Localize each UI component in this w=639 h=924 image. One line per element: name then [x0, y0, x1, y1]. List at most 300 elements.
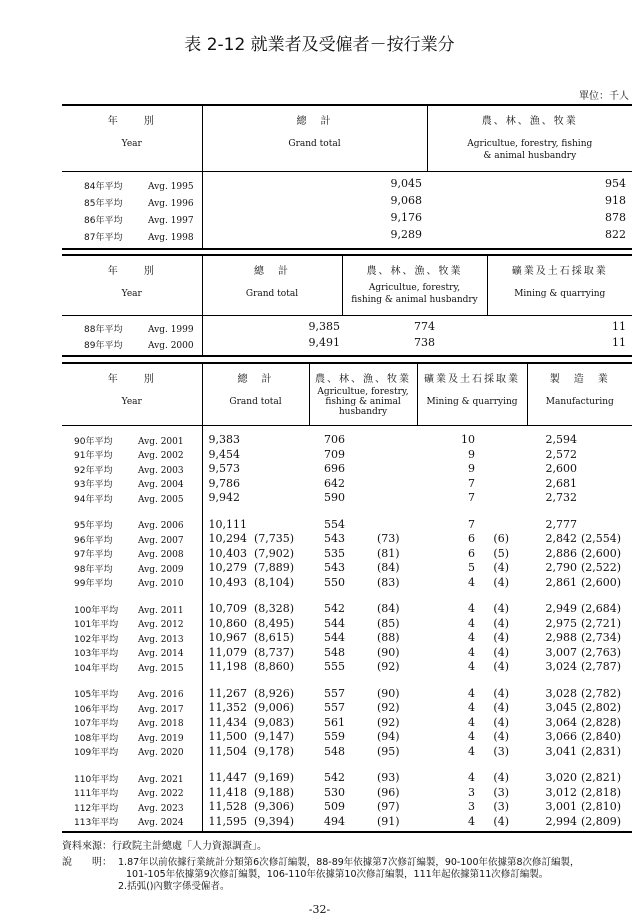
total-cell: 9,289: [390, 228, 422, 241]
total-cell: 10,403: [208, 546, 247, 560]
mining-cell: 11: [612, 336, 626, 349]
year-en: Avg. 1999: [148, 324, 194, 335]
agri-cell: 642: [324, 476, 346, 490]
spacer-cell: [202, 759, 254, 771]
year-cell: [62, 646, 202, 661]
agri-cell: 544: [324, 616, 346, 630]
spacer-row: [62, 506, 632, 518]
mining-paren-cell: (4): [493, 771, 510, 784]
year-en: Avg. 2012: [138, 620, 184, 631]
year-en: Avg. 2024: [138, 818, 184, 829]
agri-cell: 554: [324, 517, 346, 531]
spacer-cell: [377, 829, 417, 832]
year-zh: 110年平均: [74, 774, 119, 785]
year-en: Avg. 2013: [138, 634, 184, 645]
year-zh: 112年平均: [74, 803, 119, 814]
manu-cell: 3,066: [545, 730, 578, 743]
year-cell: [62, 547, 202, 562]
agri-paren-cell: (85): [377, 616, 400, 630]
col-year-header: 年 別 Year: [62, 363, 202, 425]
year-cell: [62, 687, 202, 702]
table-row: [62, 547, 632, 562]
year-cell: [62, 433, 202, 448]
manu-cell: 2,842: [545, 532, 578, 545]
spacer-row: [62, 759, 632, 771]
year-cell: [62, 576, 202, 591]
year-cell: [62, 815, 202, 830]
year-cell: [62, 716, 202, 731]
total-cell: 9,454: [208, 447, 240, 461]
agri-cell: 822: [605, 228, 626, 241]
year-cell: [62, 491, 202, 506]
spacer-row: [62, 675, 632, 687]
agri-paren-cell: (93): [377, 771, 400, 784]
table-row: [62, 646, 632, 661]
mining-paren-cell: [485, 448, 527, 463]
agri-paren-cell: (88): [377, 631, 400, 644]
manu-cell: 2,732: [545, 491, 578, 504]
col-total-header: 總 計 Grand total: [202, 255, 342, 315]
mining-cell: 6: [468, 532, 476, 545]
year-en: Avg. 2001: [138, 436, 184, 447]
total-cell: 10,294: [208, 532, 247, 545]
year-en: Avg. 2002: [138, 451, 184, 462]
total-paren-cell: (9,083): [254, 715, 295, 729]
agri-cell: 509: [324, 800, 346, 813]
table-row: [62, 815, 632, 830]
spacer-cell: [485, 590, 527, 602]
year-en: Avg. 2007: [138, 535, 184, 546]
agri-cell: 954: [605, 177, 626, 190]
year-cell: [62, 771, 202, 786]
mining-cell: 4: [468, 715, 476, 729]
agri-cell: 918: [605, 194, 626, 207]
agri-cell: 590: [324, 491, 346, 504]
mining-cell: 4: [468, 730, 476, 743]
spacer-cell: [254, 590, 309, 602]
total-cell: 11,418: [208, 785, 247, 799]
total-cell: 11,198: [208, 660, 247, 673]
manu-paren-cell: (2,818): [581, 785, 622, 799]
total-cell: 10,709: [208, 602, 247, 615]
agri-cell: 548: [324, 645, 346, 659]
total-paren-cell: (9,306): [254, 800, 295, 813]
mining-cell: 4: [468, 814, 476, 828]
agri-paren-cell: (90): [377, 686, 400, 700]
mining-cell: 4: [468, 631, 476, 644]
year-cell: [62, 617, 202, 632]
spacer-cell: [62, 590, 202, 602]
table-row: [62, 771, 632, 786]
year-cell: [62, 532, 202, 547]
agri-paren-cell: [377, 518, 417, 533]
year-en: Avg. 2003: [138, 465, 184, 476]
spacer-row: [62, 425, 632, 433]
year-zh: 87年平均: [84, 233, 123, 243]
table-row: [62, 576, 632, 591]
year-en: Avg. 1996: [148, 199, 194, 209]
manu-paren-cell: (2,810): [581, 800, 622, 813]
total-paren-cell: (9,169): [254, 771, 295, 784]
total-cell: 9,176: [390, 211, 422, 224]
mining-cell: 4: [468, 645, 476, 659]
total-cell: 11,500: [208, 730, 247, 743]
manu-cell: 2,790: [545, 561, 578, 574]
table-row: [62, 730, 632, 745]
agri-cell: 557: [324, 686, 346, 700]
year-zh: 85年平均: [84, 199, 123, 209]
table-row: [62, 716, 632, 731]
total-paren-cell: [254, 448, 309, 463]
mining-paren-cell: [485, 491, 527, 506]
spacer-cell: [254, 759, 309, 771]
manu-paren-cell: (2,522): [581, 561, 622, 574]
spacer-cell: [485, 506, 527, 518]
agri-cell: 878: [605, 211, 626, 224]
total-cell: 9,573: [208, 462, 240, 475]
year-zh: 109年平均: [74, 748, 119, 759]
year-cell: [62, 701, 202, 716]
agri-paren-cell: (95): [377, 744, 400, 758]
spacer-cell: [581, 425, 632, 433]
year-cell: [62, 462, 202, 477]
year-zh: 86年平均: [84, 216, 123, 226]
col-year-header: 年 別 Year: [62, 105, 202, 171]
manu-cell: 2,949: [545, 602, 578, 615]
year-zh: 105年平均: [74, 690, 119, 701]
spacer-cell: [202, 675, 254, 687]
spacer-cell: [202, 590, 254, 602]
manu-cell: 2,994: [545, 814, 578, 828]
year-zh: 95年平均: [74, 521, 113, 532]
spacer-cell: [202, 506, 254, 518]
spacer-cell: [581, 675, 632, 687]
total-paren-cell: (8,495): [254, 616, 295, 630]
agri-paren-cell: (92): [377, 715, 400, 729]
agri-cell: 530: [324, 785, 346, 799]
mining-paren-cell: (4): [493, 561, 510, 574]
agri-cell: 543: [324, 532, 346, 545]
total-paren-cell: (8,926): [254, 686, 295, 700]
mining-cell: 7: [468, 476, 476, 490]
mining-paren-cell: [485, 477, 527, 492]
total-paren-cell: (8,104): [254, 575, 295, 589]
mining-cell: 7: [468, 517, 476, 531]
total-cell: 10,967: [208, 631, 247, 644]
table-row: [62, 518, 632, 533]
year-en: Avg. 2000: [148, 340, 194, 351]
spacer-cell: [377, 675, 417, 687]
mining-cell: 4: [468, 575, 476, 589]
year-en: Avg. 2004: [138, 480, 184, 491]
table-row: [62, 561, 632, 576]
agri-cell: 543: [324, 561, 346, 574]
year-zh: 91年平均: [74, 451, 113, 462]
mining-paren-cell: (4): [493, 631, 510, 644]
manu-cell: 2,988: [545, 631, 578, 644]
agri-paren-cell: (84): [377, 602, 400, 615]
mining-cell: 9: [468, 447, 476, 461]
year-cell: [62, 660, 202, 675]
mining-cell: 3: [468, 800, 476, 813]
manu-cell: 3,007: [545, 645, 578, 659]
total-paren-cell: (8,860): [254, 660, 295, 673]
year-en: Avg. 2015: [138, 663, 184, 674]
manu-paren-cell: [581, 448, 632, 463]
total-cell: 9,385: [308, 320, 340, 333]
total-cell: 11,447: [208, 771, 247, 784]
total-cell: 11,504: [208, 744, 247, 758]
year-en: Avg. 2021: [138, 774, 184, 785]
spacer-cell: [417, 829, 485, 832]
spacer-row: [62, 829, 632, 832]
spacer-cell: [527, 506, 581, 518]
agri-cell: 555: [324, 660, 346, 673]
year-en: Avg. 2006: [138, 521, 184, 532]
year-en: Avg. 2020: [138, 748, 184, 759]
year-zh: 96年平均: [74, 535, 113, 546]
spacer-cell: [309, 675, 377, 687]
agri-paren-cell: (92): [377, 660, 400, 673]
spacer-cell: [485, 829, 527, 832]
table-row: [62, 211, 632, 228]
year-cell: [62, 518, 202, 533]
mining-cell: 9: [468, 462, 476, 475]
year-zh: 102年平均: [74, 634, 119, 645]
table-row: [62, 631, 632, 646]
spacer-cell: [581, 759, 632, 771]
total-cell: 11,079: [208, 645, 247, 659]
table-row: [62, 433, 632, 448]
manu-paren-cell: [581, 491, 632, 506]
spacer-cell: [485, 759, 527, 771]
spacer-cell: [417, 425, 485, 433]
spacer-cell: [417, 506, 485, 518]
year-cell: [62, 448, 202, 463]
spacer-cell: [254, 829, 309, 832]
mining-cell: 4: [468, 771, 476, 784]
total-paren-cell: (9,188): [254, 785, 295, 799]
year-cell: [62, 211, 202, 228]
manu-cell: 2,572: [545, 447, 578, 461]
year-cell: [62, 730, 202, 745]
manu-paren-cell: [581, 462, 632, 477]
manu-paren-cell: [581, 433, 632, 448]
table-row: [62, 336, 632, 352]
agri-paren-cell: [377, 433, 417, 448]
mining-paren-cell: (6): [493, 532, 510, 545]
total-cell: 9,068: [390, 194, 422, 207]
mining-paren-cell: (4): [493, 616, 510, 630]
agri-cell: 738: [414, 336, 435, 349]
explanation-label: 說 明：: [62, 857, 112, 868]
total-paren-cell: (8,737): [254, 645, 295, 659]
mining-cell: 4: [468, 701, 476, 714]
spacer-cell: [581, 506, 632, 518]
spacer-cell: [527, 590, 581, 602]
explanation-note-1a: 1.87年以前依據行業統計分類第6次修訂編製，88-89年依據第7次修訂編製，90-100年依據第8次修訂編製，: [118, 857, 580, 868]
agri-paren-cell: (81): [377, 546, 400, 560]
year-zh: 84年平均: [84, 182, 123, 192]
year-cell: [62, 177, 202, 194]
agri-paren-cell: (96): [377, 785, 400, 799]
year-zh: 98年平均: [74, 564, 113, 575]
table-row: [62, 177, 632, 194]
total-cell: 11,352: [208, 701, 247, 714]
total-paren-cell: [254, 518, 309, 533]
mining-cell: 7: [468, 491, 476, 504]
mining-paren-cell: (3): [493, 800, 510, 813]
table-row: [62, 228, 632, 245]
manu-paren-cell: (2,763): [581, 645, 622, 659]
spacer-cell: [309, 590, 377, 602]
page-number: -32-: [308, 903, 331, 916]
year-en: Avg. 1995: [148, 182, 194, 192]
spacer-cell: [254, 675, 309, 687]
manu-paren-cell: (2,600): [581, 575, 622, 589]
manu-paren-cell: (2,802): [581, 701, 622, 714]
mining-paren-cell: (4): [493, 602, 510, 615]
agri-cell: 494: [324, 814, 346, 828]
agri-cell: 544: [324, 631, 346, 644]
manu-paren-cell: (2,600): [581, 546, 622, 560]
mining-paren-cell: [485, 433, 527, 448]
year-en: Avg. 2014: [138, 649, 184, 660]
col-total-header: 總 計 Grand total: [202, 105, 427, 171]
year-en: Avg. 2016: [138, 690, 184, 701]
spacer-cell: [377, 759, 417, 771]
agri-cell: 542: [324, 602, 346, 615]
total-cell: 11,528: [208, 800, 247, 813]
mining-cell: 4: [468, 686, 476, 700]
spacer-cell: [581, 590, 632, 602]
year-zh: 92年平均: [74, 465, 113, 476]
agri-paren-cell: [377, 462, 417, 477]
manu-cell: 2,886: [545, 546, 578, 560]
agri-paren-cell: (90): [377, 645, 400, 659]
year-cell: [62, 320, 202, 336]
agri-paren-cell: [377, 477, 417, 492]
mining-paren-cell: (4): [493, 645, 510, 659]
table-row: [62, 660, 632, 675]
year-zh: 111年平均: [74, 789, 119, 800]
spacer-cell: [254, 425, 309, 433]
year-cell: [62, 194, 202, 211]
agri-cell: 550: [324, 575, 346, 589]
manu-paren-cell: (2,721): [581, 616, 622, 630]
year-en: Avg. 2017: [138, 704, 184, 715]
agri-paren-cell: (91): [377, 814, 400, 828]
total-paren-cell: (9,178): [254, 744, 295, 758]
table-1999-2000: [62, 254, 632, 357]
agri-cell: 559: [324, 730, 346, 743]
manu-cell: 2,975: [545, 616, 578, 630]
spacer-cell: [309, 425, 377, 433]
year-zh: 104年平均: [74, 663, 119, 674]
year-en: Avg. 2023: [138, 803, 184, 814]
mining-paren-cell: (4): [493, 715, 510, 729]
total-paren-cell: (8,328): [254, 602, 295, 615]
year-en: Avg. 2011: [138, 605, 184, 616]
agri-paren-cell: (92): [377, 701, 400, 714]
mining-cell: 10: [461, 433, 476, 446]
total-cell: 11,595: [208, 814, 247, 828]
spacer-cell: [527, 425, 581, 433]
year-zh: 97年平均: [74, 550, 113, 561]
year-zh: 94年平均: [74, 494, 113, 505]
manu-paren-cell: (2,809): [581, 814, 622, 828]
spacer-cell: [202, 425, 254, 433]
agri-cell: 548: [324, 744, 346, 758]
col-mining-header: 礦業及土石採取業 Mining & quarrying: [511, 266, 608, 299]
agri-paren-cell: (83): [377, 575, 400, 589]
year-cell: [62, 602, 202, 617]
col-agri-header: 農、林、漁、牧業 Agricultue, forestry, fishing & animal husbandry: [342, 255, 487, 315]
year-en: Avg. 2008: [138, 550, 184, 561]
year-zh: 108年平均: [74, 733, 119, 744]
agri-paren-cell: [377, 448, 417, 463]
col-manu-header: 製 造 業 Manufacturing: [545, 374, 614, 407]
mining-paren-cell: (3): [493, 785, 510, 799]
spacer-cell: [62, 425, 202, 433]
spacer-cell: [62, 759, 202, 771]
total-paren-cell: (9,394): [254, 814, 295, 828]
year-zh: 101年平均: [74, 620, 119, 631]
source-note: 資料來源：行政院主計總處「人力資源調查」。: [62, 841, 267, 852]
manu-cell: 3,064: [545, 715, 578, 729]
manu-cell: 3,001: [545, 800, 578, 813]
unit-label: 單位：千人: [579, 91, 629, 102]
manu-cell: 2,594: [545, 433, 578, 446]
spacer-cell: [377, 425, 417, 433]
manu-paren-cell: (2,684): [581, 602, 622, 615]
year-en: Avg. 2009: [138, 564, 184, 575]
mining-paren-cell: (5): [493, 546, 510, 560]
year-en: Avg. 2018: [138, 719, 184, 730]
year-zh: 90年平均: [74, 436, 113, 447]
agri-cell: 706: [324, 433, 346, 446]
spacer-cell: [309, 759, 377, 771]
total-cell: 10,860: [208, 616, 247, 630]
total-cell: 10,279: [208, 561, 247, 574]
total-cell: 9,045: [390, 177, 422, 190]
table-row: [62, 687, 632, 702]
manu-cell: 2,681: [545, 476, 578, 490]
mining-cell: 6: [468, 546, 476, 560]
year-en: Avg. 1998: [148, 233, 194, 243]
table-row: [62, 194, 632, 211]
manu-paren-cell: (2,840): [581, 730, 622, 743]
spacer-cell: [377, 506, 417, 518]
spacer-cell: [309, 506, 377, 518]
year-cell: [62, 786, 202, 801]
year-zh: 89年平均: [84, 340, 123, 351]
agri-paren-cell: (97): [377, 800, 400, 813]
agri-paren-cell: [377, 491, 417, 506]
year-en: Avg. 1997: [148, 216, 194, 226]
table-row: [62, 448, 632, 463]
total-paren-cell: [254, 433, 309, 448]
manu-cell: 3,024: [545, 660, 578, 673]
spacer-cell: [309, 829, 377, 832]
table-1995-1998: [62, 104, 632, 250]
table-row: [62, 320, 632, 336]
year-cell: [62, 745, 202, 760]
total-cell: 10,111: [208, 517, 247, 531]
table-row: [62, 477, 632, 492]
mining-cell: 4: [468, 602, 476, 615]
mining-cell: 11: [612, 320, 626, 333]
